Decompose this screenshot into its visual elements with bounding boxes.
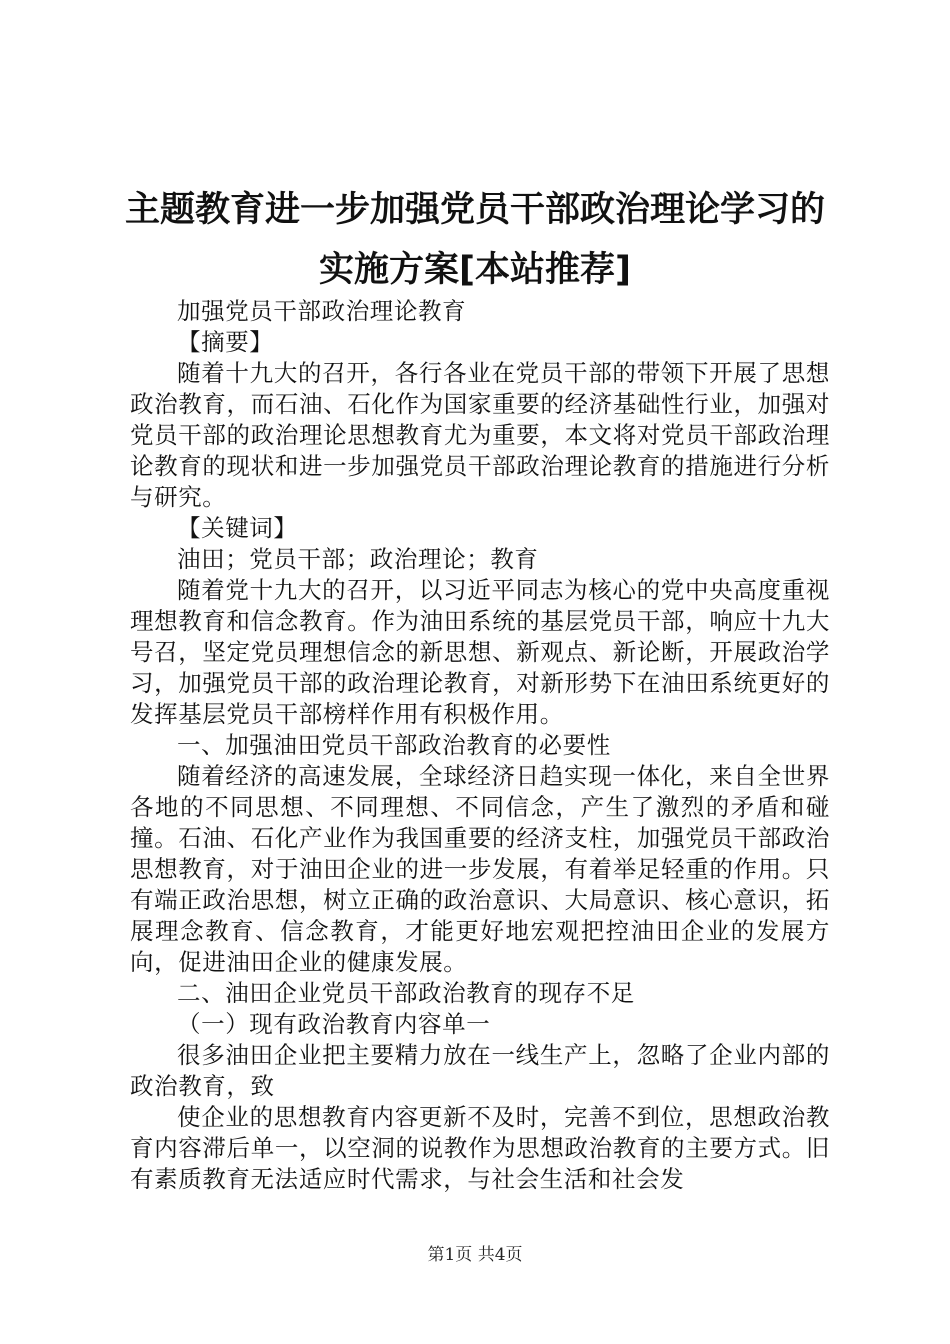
paragraph-section-2-1b: 使企业的思想教育内容更新不及时，完善不到位，思想政治教育内容滞后单一，以空洞的说教作为思想政治教育的主要方式。旧有素质教育无法适应时代需求，与社会生活和社会发: [130, 1103, 830, 1193]
document-title-line-1: 主题教育进一步加强党员干部政治理论学习的: [124, 190, 825, 230]
abstract-text: 随着十九大的召开，各行各业在党员干部的带领下开展了思想政治教育，而石油、石化作为国家重要的经济基础性行业，加强对党员干部的政治理论思想教育尤为重要，本文将对党员干部政治理论教育的现状和进一步加强党员干部政治理论教育的措施进行分析与研究。: [130, 359, 830, 511]
paragraph-section-2-1a: 很多油田企业把主要精力放在一线生产上，忽略了企业内部的政治教育，致: [130, 1041, 830, 1100]
section-heading-2: 二、油田企业党员干部政治教育的现存不足: [177, 979, 635, 1007]
document-title-line-2: 实施方案[本站推荐]: [319, 250, 631, 290]
paragraph-heading: 加强党员干部政治理论教育: [177, 297, 467, 325]
paragraph-intro: 随着党十九大的召开，以习近平同志为核心的党中央高度重视理想教育和信念教育。作为油田系统的基层党员干部，响应十九大号召，坚定党员理想信念的新思想、新观点、新论断，开展政治学习，加强党员干部的政治理论教育，对新形势下在油田系统更好的发挥基层党员干部榜样作用有积极作用。: [130, 576, 830, 728]
page-footer: 第1页 共4页: [427, 1245, 523, 1265]
keywords-text: 油田；党员干部；政治理论；教育: [177, 545, 539, 573]
subsection-heading-2-1: （一）现有政治教育内容单一: [177, 1010, 491, 1038]
document-body: [130, 296, 830, 1195]
section-heading-1: 一、加强油田党员干部政治教育的必要性: [177, 731, 611, 759]
paragraph-section-1: 随着经济的高速发展，全球经济日趋实现一体化，来自全世界各地的不同思想、不同理想、不同信念，产生了激烈的矛盾和碰撞。石油、石化产业作为我国重要的经济支柱，加强党员干部政治思想教育，对于油田企业的进一步发展，有着举足轻重的作用。只有端正政治思想，树立正确的政治意识、大局意识、核心意识，拓展理念教育、信念教育，才能更好地宏观把控油田企业的发展方向，促进油田企业的健康发展。: [130, 762, 830, 976]
keywords-label: 【关键词】: [177, 514, 298, 542]
abstract-label: 【摘要】: [177, 328, 274, 356]
